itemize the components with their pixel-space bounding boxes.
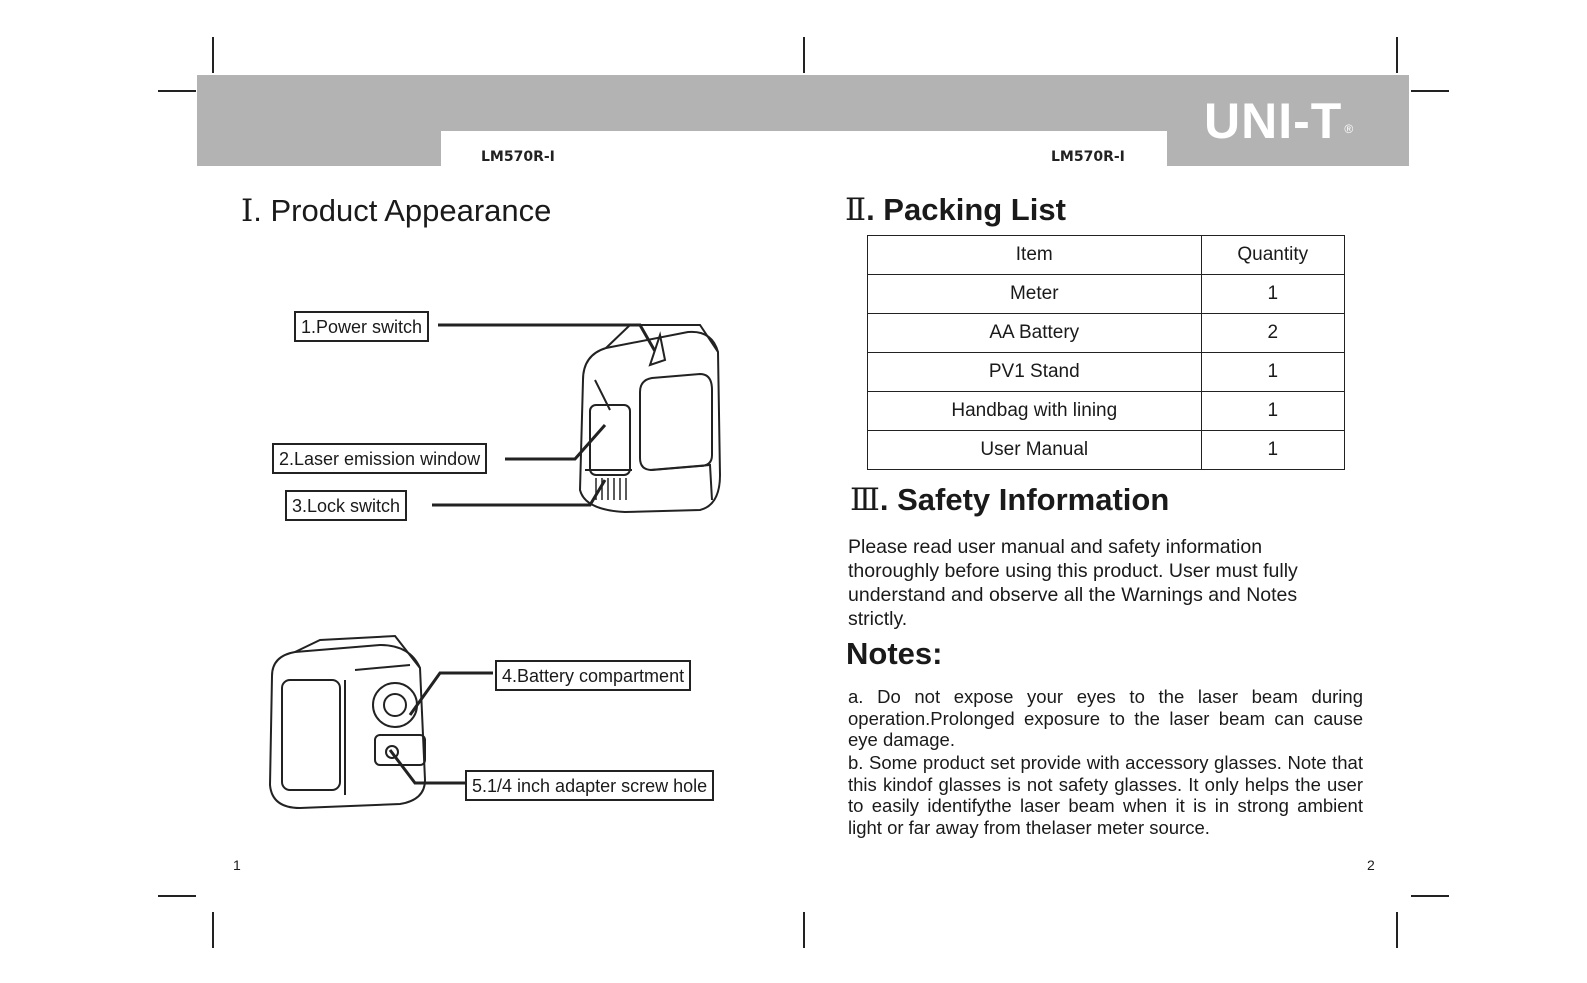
section-numeral: Ⅲ [850, 482, 880, 518]
cell-quantity: 1 [1201, 353, 1344, 392]
page-number-right: 2 [1367, 857, 1375, 873]
safety-intro-paragraph: Please read user manual and safety information thoroughly before using this product. User must fully understand and observe all the Warnings and Notes strictly. [848, 536, 1298, 630]
table-header-row [868, 236, 1345, 275]
column-header-quantity: Quantity [1201, 236, 1344, 275]
cell-item: Handbag with lining [868, 392, 1202, 431]
column-header-item: Item [868, 236, 1202, 275]
callout-lock-switch: 3.Lock switch [285, 490, 407, 521]
table-row [868, 314, 1345, 353]
brand-logo-text: UNI-T [1204, 93, 1343, 149]
page-number-left: 1 [233, 857, 241, 873]
model-label-right: LM570R-I [1051, 149, 1125, 165]
registered-mark: ® [1344, 122, 1355, 136]
cell-item: User Manual [868, 431, 1202, 470]
table-row [868, 431, 1345, 470]
cell-item: PV1 Stand [868, 353, 1202, 392]
cell-quantity: 1 [1201, 431, 1344, 470]
cell-quantity: 1 [1201, 275, 1344, 314]
model-label-left: LM570R-I [481, 149, 555, 165]
section-numeral: Ⅰ [241, 193, 254, 229]
cell-item: Meter [868, 275, 1202, 314]
table-row [868, 392, 1345, 431]
callout-battery-compartment: 4.Battery compartment [495, 660, 691, 691]
table-row [868, 275, 1345, 314]
note-b: b. Some product set provide with accessory glasses. Note that this kindof glasses is not safety glasses. It only helps the user to easily identifythe laser beam when it is in strong ambient light or far away from thelaser meter source. [848, 752, 1363, 838]
cell-quantity: 1 [1201, 392, 1344, 431]
section-title-text: . Packing List [866, 192, 1066, 227]
section-numeral: Ⅱ [845, 192, 867, 228]
section-title-safety-information [850, 482, 1169, 518]
section-title-text: . Safety Information [879, 482, 1170, 517]
table-row [868, 353, 1345, 392]
notes-heading: Notes: [846, 636, 943, 671]
cell-item: AA Battery [868, 314, 1202, 353]
laser-level-back-view [270, 636, 425, 808]
callout-laser-emission-window: 2.Laser emission window [272, 443, 487, 474]
callout-adapter-screw-hole: 5.1/4 inch adapter screw hole [465, 770, 714, 801]
callout-power-switch: 1.Power switch [294, 311, 429, 342]
packing-list-table [867, 235, 1345, 470]
section-title-packing-list [845, 192, 1066, 228]
section-title-text: . Product Appearance [253, 193, 552, 228]
cell-quantity: 2 [1201, 314, 1344, 353]
note-a: a. Do not expose your eyes to the laser beam during operation.Prolonged exposure to the laser beam can cause eye damage. [848, 686, 1363, 750]
leader-lines [390, 325, 660, 783]
